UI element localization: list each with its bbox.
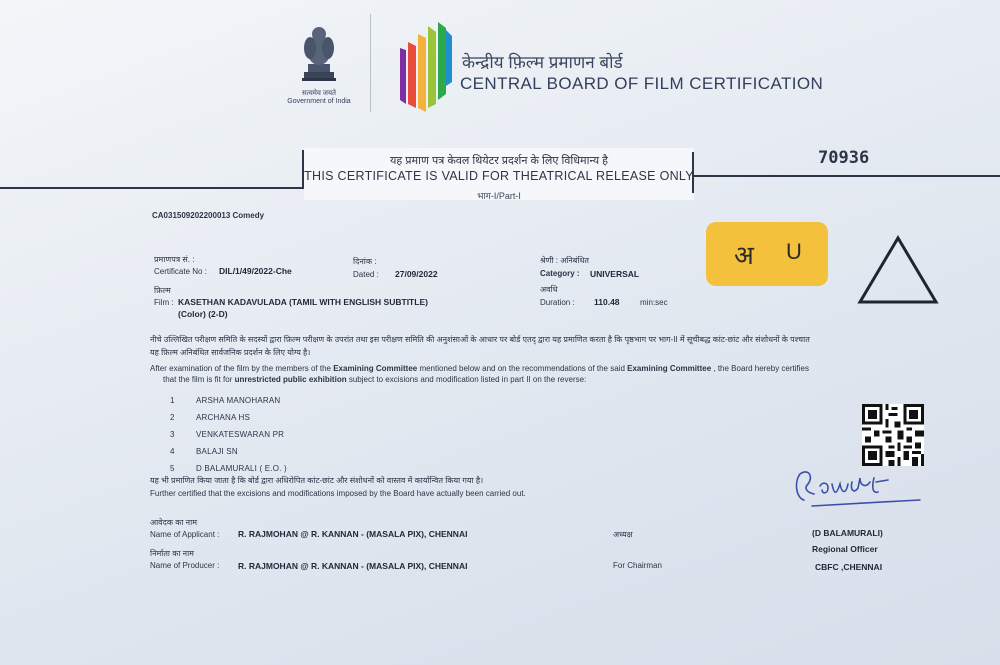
applicant-label: Name of Applicant : bbox=[150, 530, 220, 539]
org-name-english: CENTRAL BOARD OF FILM CERTIFICATION bbox=[460, 74, 824, 93]
duration-unit: min:sec bbox=[640, 298, 668, 307]
producer-label-hi: निर्माता का नाम bbox=[150, 549, 194, 558]
org-name-hindi: केन्द्रीय फ़िल्म प्रमाणन बोर्ड bbox=[462, 53, 623, 72]
header-divider bbox=[370, 14, 371, 112]
rating-badge bbox=[706, 222, 828, 286]
member-number: 4 bbox=[170, 447, 175, 456]
part-label: भाग-I/Part-I bbox=[477, 191, 521, 201]
film-format: (Color) (2-D) bbox=[178, 309, 228, 319]
emblem-caption bbox=[276, 90, 362, 106]
rating-hindi: अ bbox=[734, 240, 754, 270]
member-number: 2 bbox=[170, 413, 175, 422]
dated-label-hi: दिनांक : bbox=[353, 257, 377, 266]
applicant-label-hi: आवेदक का नाम bbox=[150, 518, 197, 527]
cbfc-logo-icon bbox=[396, 20, 452, 112]
national-emblem-icon bbox=[296, 20, 342, 90]
member-name: BALAJI SN bbox=[196, 447, 238, 456]
signature-icon bbox=[792, 464, 928, 510]
government-of-india-label: Government of India bbox=[287, 98, 351, 105]
film-label: Film : bbox=[154, 298, 174, 307]
further-hindi: यह भी प्रमाणित किया जाता है कि बोर्ड द्वारा अधिरोपित कांट-छांट और संशोधनों को वास्तव में कार्यान्वित किया गया है। bbox=[150, 476, 484, 485]
applicant-value: R. RAJMOHAN @ R. KANNAN - (MASALA PIX), CHENNAI bbox=[238, 529, 468, 539]
signatory-designation: Regional Officer bbox=[812, 544, 878, 554]
chair-label: For Chairman bbox=[613, 561, 662, 570]
further-english: Further certified that the excisions and modifications imposed by the Board have actually been carried out. bbox=[150, 489, 526, 498]
duration-label-hi: अवधि bbox=[540, 285, 558, 294]
stmt-part: After examination of the film by the members of the bbox=[150, 364, 334, 373]
emblem-motto: सत्यमेव जयते bbox=[301, 90, 337, 97]
certificate-no-value: DIL/1/49/2022-Che bbox=[219, 266, 292, 276]
list-item bbox=[170, 442, 287, 459]
statement-hindi-2: यह फ़िल्म अनिबंधित सार्वजनिक प्रदर्शन के लिए योग्य है। bbox=[150, 348, 311, 357]
stmt-emph: Examining Committee bbox=[627, 364, 712, 373]
statement-english-1 bbox=[150, 363, 809, 374]
certificate-no-label-hi: प्रमाणपत्र सं. : bbox=[154, 255, 195, 264]
serial-number: 70936 bbox=[818, 148, 870, 168]
signatory-office: CBFC ,CHENNAI bbox=[815, 562, 883, 572]
triangle-mark-icon bbox=[856, 234, 940, 306]
stmt-emph: Examining Committee bbox=[333, 364, 418, 373]
category-label: Category : bbox=[540, 269, 580, 278]
film-title: KASETHAN KADAVULADA (TAMIL WITH ENGLISH SUBTITLE) bbox=[178, 297, 428, 307]
member-name: ARCHANA HS bbox=[196, 413, 251, 422]
stmt-part: subject to excisions and modification listed in part II on the reverse: bbox=[346, 375, 587, 384]
validity-hindi: यह प्रमाण पत्र केवल थियेटर प्रदर्शन के लिए विधिमान्य है bbox=[389, 155, 608, 167]
right-rule bbox=[694, 175, 1000, 177]
member-number: 3 bbox=[170, 430, 175, 439]
stmt-part: , the Board hereby certifies bbox=[711, 364, 809, 373]
committee-list bbox=[170, 391, 287, 476]
list-item bbox=[170, 425, 287, 442]
reference-code: CA031509202200013 Comedy bbox=[152, 211, 265, 220]
member-name: VENKATESWARAN PR bbox=[196, 430, 285, 439]
signatory-name: (D BALAMURALI) bbox=[812, 528, 883, 538]
category-value: UNIVERSAL bbox=[590, 269, 640, 279]
dated-value: 27/09/2022 bbox=[395, 269, 438, 279]
list-item bbox=[170, 459, 287, 476]
dated-label: Dated : bbox=[353, 270, 379, 279]
statement-english-2 bbox=[163, 374, 586, 385]
category-label-hi: श्रेणी : अनिबंधित bbox=[540, 256, 589, 265]
left-rule bbox=[0, 187, 304, 189]
member-name: D BALAMURALI ( E.O. ) bbox=[196, 464, 287, 473]
rating-english: U bbox=[786, 239, 802, 264]
statement-hindi-1: नीचे उल्लिखित परीक्षण समिति के सदस्यों द्वारा फ़िल्म परीक्षण के उपरांत तथा इस परीक्षण समिति की अनुशंसाओं के आधार पर बोर्ड एतद् द्वारा यह प्रमाणित करता है कि पृष्ठभाग पर भाग-II में सूचीबद्ध कांट-छांट और संशोधनों के पश्चात bbox=[150, 335, 810, 344]
chair-label-hi: अध्यक्ष bbox=[613, 530, 633, 539]
duration-label: Duration : bbox=[540, 298, 575, 307]
stmt-part: mentioned below and on the recommendations of the said bbox=[417, 364, 628, 373]
duration-value: 110.48 bbox=[594, 297, 620, 307]
film-label-hi: फ़िल्म bbox=[154, 286, 171, 295]
producer-value: R. RAJMOHAN @ R. KANNAN - (MASALA PIX), CHENNAI bbox=[238, 561, 468, 571]
list-item bbox=[170, 391, 287, 408]
member-number: 1 bbox=[170, 396, 175, 405]
member-name: ARSHA MANOHARAN bbox=[196, 396, 281, 405]
certificate-no-label: Certificate No : bbox=[154, 267, 207, 276]
validity-english: THIS CERTIFICATE IS VALID FOR THEATRICAL RELEASE ONLY bbox=[304, 169, 694, 183]
qr-code-icon bbox=[862, 404, 924, 466]
stmt-emph: unrestricted public exhibition bbox=[234, 375, 347, 384]
producer-label: Name of Producer : bbox=[150, 561, 220, 570]
member-number: 5 bbox=[170, 464, 175, 473]
list-item bbox=[170, 408, 287, 425]
stmt-part: that the film is fit for bbox=[163, 375, 235, 384]
